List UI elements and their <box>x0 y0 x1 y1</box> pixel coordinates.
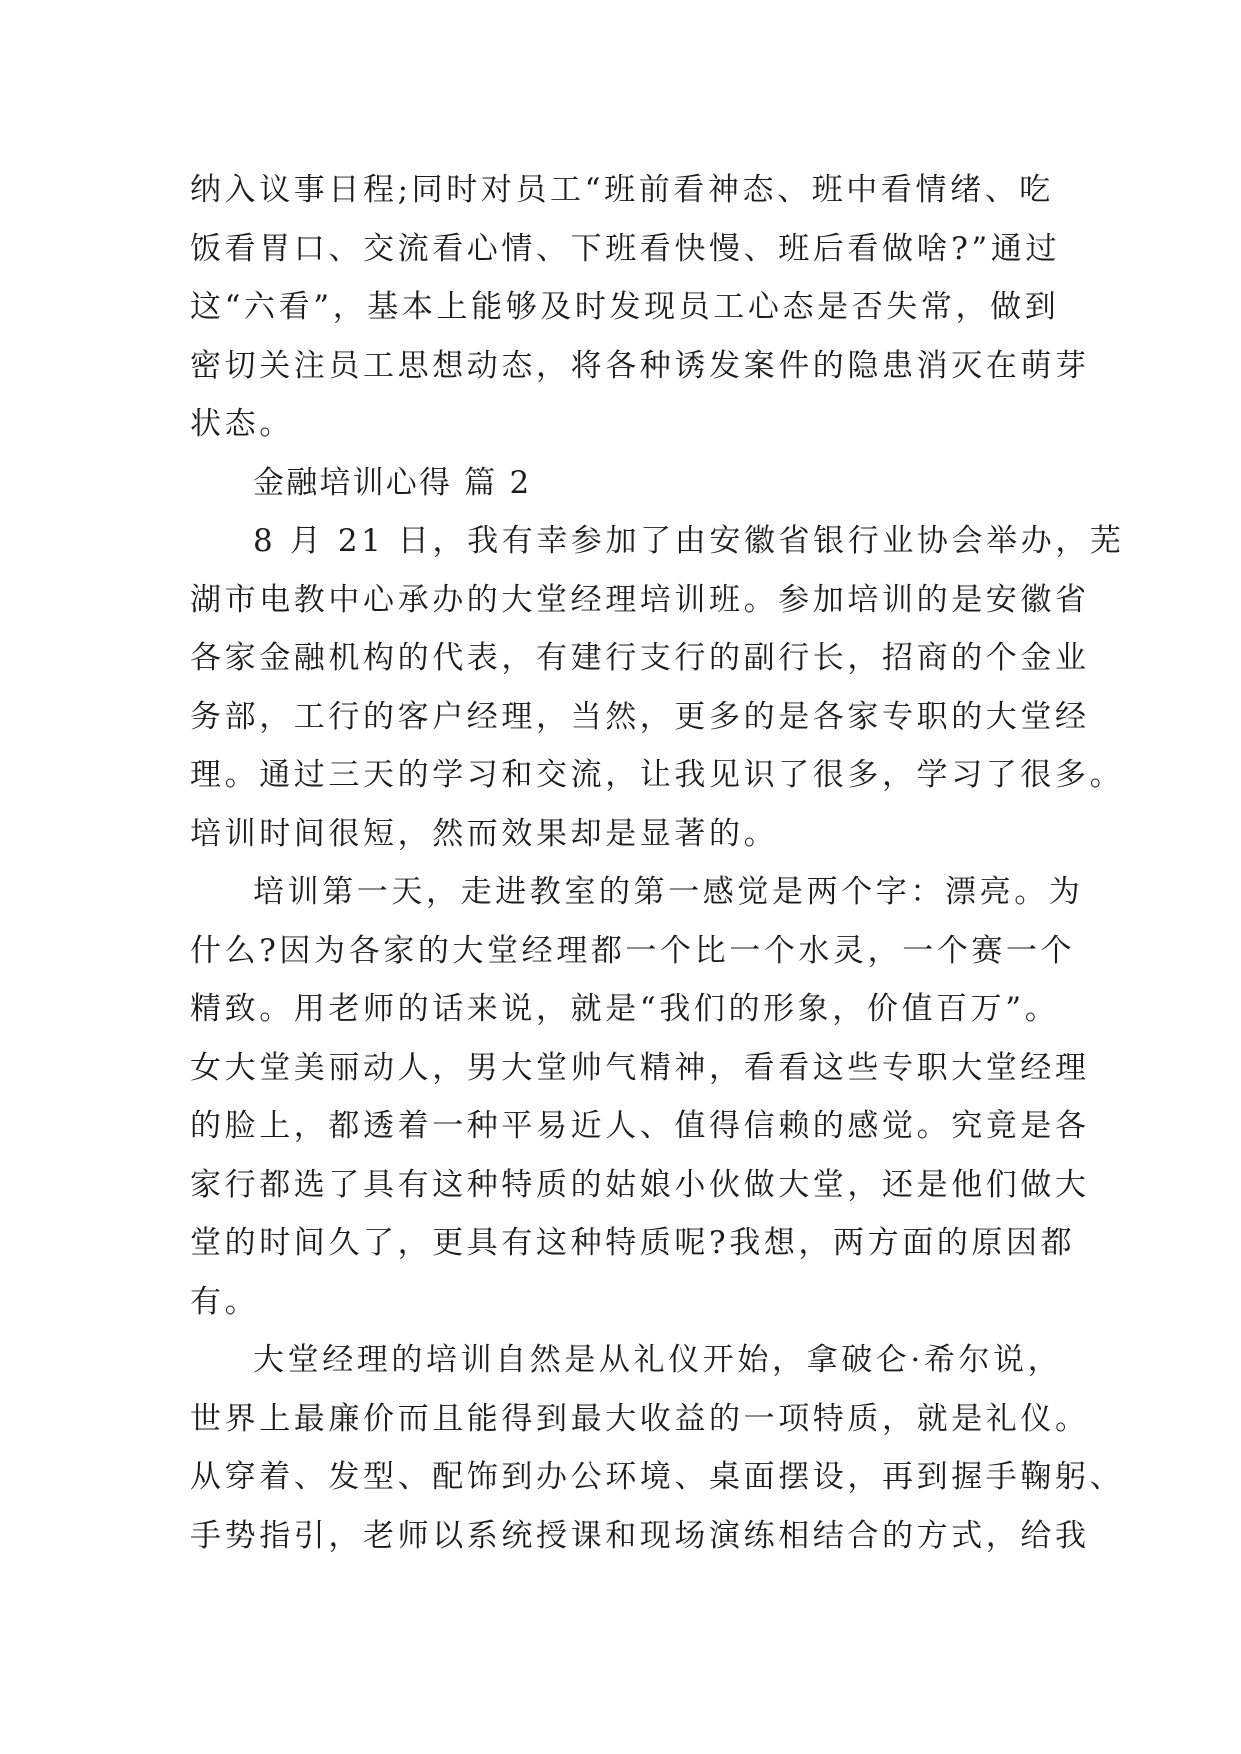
text-line: 培训时间很短，然而效果却是显著的。 <box>190 815 779 852</box>
text-line: 各家金融机构的代表，有建行支行的副行长，招商的个金业 <box>190 640 1090 676</box>
paragraph-first-line: 8 月 21 日，我有幸参加了由安徽省银行业协会举办，芜 <box>253 523 1125 559</box>
paragraph-first-line: 大堂经理的培训自然是从礼仪开始，拿破仑·希尔说， <box>253 1342 1063 1378</box>
text-line: 的脸上，都透着一种平易近人、值得信赖的感觉。究竟是各 <box>190 1108 1090 1144</box>
text-line: 女大堂美丽动人，男大堂帅气精神，看看这些专职大堂经理 <box>190 1049 1090 1086</box>
text-line: 这“六看”，基本上能够及时发现员工心态是否失常，做到 <box>190 289 1060 325</box>
text-line: 世界上最廉价而且能得到最大收益的一项特质，就是礼仪。 <box>190 1400 1090 1437</box>
text-line: 纳入议事日程;同时对员工“班前看神态、班中看情绪、吃 <box>190 172 1054 208</box>
text-line: 状态。 <box>190 406 294 442</box>
text-line: 家行都选了具有这种特质的姑娘小伙做大堂，还是他们做大 <box>190 1166 1090 1203</box>
text-line: 手势指引，老师以系统授课和现场演练相结合的方式，给我 <box>190 1517 1090 1554</box>
text-line: 务部，工行的客户经理，当然，更多的是各家专职的大堂经 <box>190 698 1090 735</box>
text-line: 饭看胃口、交流看心情、下班看快慢、班后看做啥?”通过 <box>190 230 1061 267</box>
paragraph-first-line: 培训第一天，走进教室的第一感觉是两个字：漂亮。为 <box>253 874 1084 910</box>
document-body <box>190 161 1125 1565</box>
text-line: 什么?因为各家的大堂经理都一个比一个水灵，一个赛一个 <box>190 932 1076 969</box>
text-line: 理。通过三天的学习和交流，让我见识了很多，学习了很多。 <box>190 757 1125 793</box>
text-line: 精致。用老师的话来说，就是“我们的形象，价值百万”。 <box>190 991 1060 1027</box>
text-line: 堂的时间久了，更具有这种特质呢?我想，两方面的原因都 <box>190 1225 1076 1261</box>
text-line: 湖市电教中心承办的大堂经理培训班。参加培训的是安徽省 <box>190 581 1090 618</box>
text-line: 从穿着、发型、配饰到办公环境、桌面摆设，再到握手鞠躬、 <box>190 1459 1125 1495</box>
text-line: 密切关注员工思想动态，将各种诱发案件的隐患消灭在萌芽 <box>190 347 1090 384</box>
text-line: 有。 <box>190 1283 260 1320</box>
section-heading: 金融培训心得 篇 2 <box>253 464 532 501</box>
